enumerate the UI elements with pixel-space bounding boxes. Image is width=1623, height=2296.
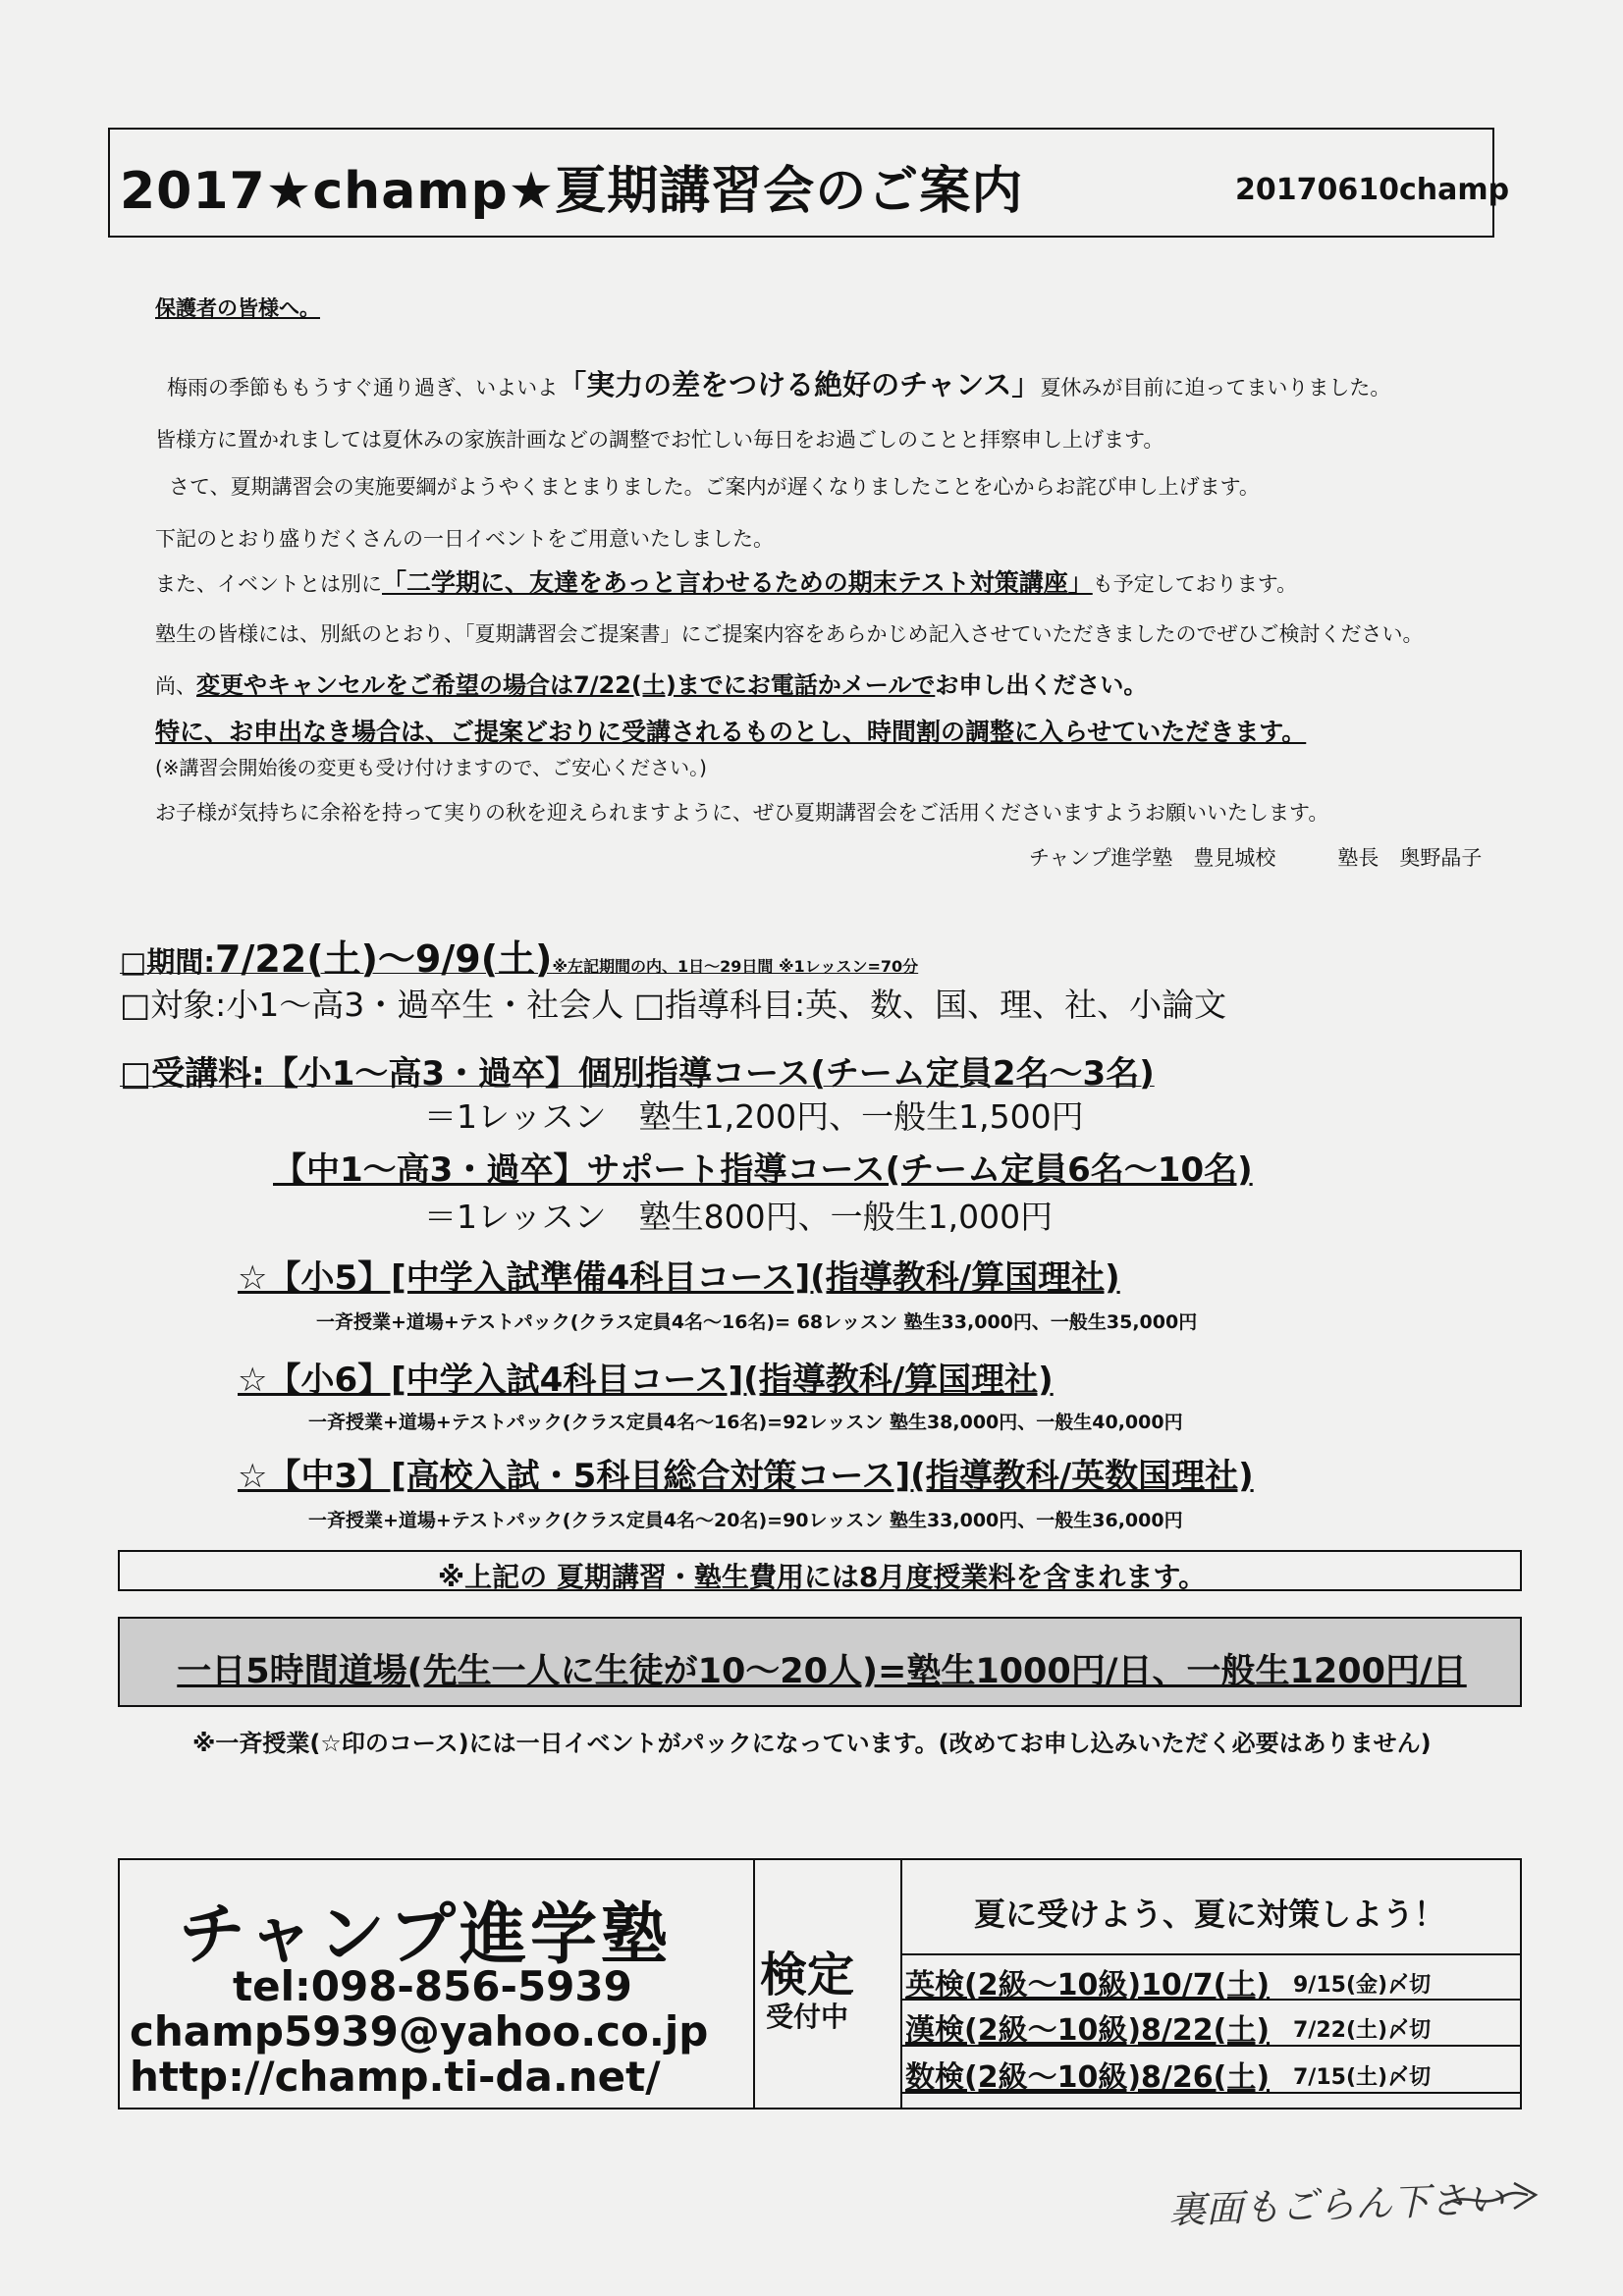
course-jh3: ☆【中3】[高校入試・5科目総合対策コース](指導教科/英数国理社) (238, 1457, 1254, 1496)
paragraph-8: 特に、お申出なき場合は、ご提案どおりに受講されるものとし、時間割の調整に入らせていただきます。 (155, 718, 1307, 746)
course-support-price: ＝1レッスン 塾生800円、一般生1,000円 (424, 1198, 1054, 1236)
dojo-box (118, 1617, 1522, 1707)
kentei-status: 受付中 (765, 2001, 848, 2033)
course-grade5-pack: 一斉授業+道場+テストパック(クラス定員4名～16名)= 68レッスン 塾生33,000円、一般生35,000円 (316, 1311, 1198, 1333)
paragraph-9: (※講習会開始後の変更も受け付けますので、ご安心ください。) (155, 756, 707, 779)
fee-note-box (118, 1550, 1522, 1591)
target-row: □対象:小1～高3・過卒生・社会人 □指導科目:英、数、国、理、社、小論文 (120, 986, 1227, 1024)
exam-kanken-deadline: 7/22(土)〆切 (1293, 2018, 1432, 2043)
exam-suken-deadline: 7/15(土)〆切 (1293, 2065, 1432, 2090)
paragraph-1: 梅雨の季節ももうすぐ通り過ぎ、いよいよ「実力の差をつける絶好のチャンス」夏休みが目前に迫ってまいりました。 (167, 368, 1391, 401)
website-link[interactable]: http://champ.ti-da.net/ (130, 2053, 661, 2101)
exam-eiken-deadline: 9/15(金)〆切 (1293, 1973, 1432, 1998)
paragraph-7: 尚、変更やキャンセルをご希望の場合は7/22(土)までにお電話かメールでお申し出ください。 (155, 671, 1148, 699)
course-individual: 【小1～高3・過卒】個別指導コース(チーム定員2名～3名) (264, 1054, 1155, 1094)
course-grade5: ☆【小5】[中学入試準備4科目コース](指導教科/算国理社) (238, 1258, 1120, 1298)
course-grade6-pack: 一斉授業+道場+テストパック(クラス定員4名～16名)=92レッスン 塾生38,000円、一般生40,000円 (308, 1412, 1183, 1433)
pack-note: ※一斉授業(☆印のコース)には一日イベントがパックになっています。(改めてお申し込みいただく必要はありません) (192, 1730, 1432, 1757)
paragraph-4: 下記のとおり盛りだくさんの一日イベントをご用意いたしました。 (155, 527, 774, 551)
handwritten-note: 裏面もごらん下さい (1167, 2177, 1505, 2232)
fee-note: ※上記の 夏期講習・塾生費用には8月度授業料を含まれます。 (437, 1561, 1207, 1593)
exam-eiken: 英検(2級～10級)10/7(土) (905, 1968, 1271, 2002)
kentei-label: 検定 (759, 1948, 854, 2002)
exam-suken: 数検(2級～10級)8/26(土) (905, 2060, 1271, 2095)
course-support: 【中1～高3・過卒】サポート指導コース(チーム定員6名～10名) (273, 1150, 1253, 1190)
arrow-right-icon (1443, 2171, 1542, 2220)
signature: チャンプ進学塾 豊見城校 塾長 奥野晶子 (1029, 846, 1483, 870)
paragraph-3: さて、夏期講習会の実施要綱がようやくまとまりました。ご案内が遅くなりましたことを心からお詫び申し上げます。 (169, 475, 1260, 499)
paragraph-10: お子様が気持ちに余裕を持って実りの秋を迎えられますように、ぜひ夏期講習会をご活用くださいますようお願いいたします。 (155, 801, 1329, 825)
exam-kanken: 漢検(2級～10級)8/22(土) (905, 2013, 1271, 2048)
highlight-chance: 「実力の差をつける絶好のチャンス」 (558, 368, 1041, 401)
tel-link[interactable]: tel:098-856-5939 (233, 1962, 632, 2010)
divider (900, 1953, 1520, 1955)
slogan: 夏に受けよう、夏に対策しよう！ (973, 1896, 1445, 1933)
paragraph-2: 皆様方に置かれましては夏休みの家族計画などの調整でお忙しい毎日をお過ごしのことと拝察申し上げます。 (155, 428, 1164, 452)
footer-box (118, 1858, 1522, 2109)
dojo-text: 一日5時間道場(先生一人に生徒が10～20人)=塾生1000円/日、一般生1200円/日 (177, 1652, 1467, 1691)
course-jh3-pack: 一斉授業+道場+テストパック(クラス定員4名～20名)=90レッスン 塾生33,000円、一般生36,000円 (308, 1510, 1183, 1531)
email-link[interactable]: champ5939@yahoo.co.jp (130, 2007, 709, 2056)
course-grade6: ☆【小6】[中学入試4科目コース](指導教科/算国理社) (238, 1361, 1054, 1400)
paragraph-6: 塾生の皆様には、別紙のとおり、「夏期講習会ご提案書」にご提案内容をあらかじめ記入させていただきましたのでぜひご検討ください。 (155, 622, 1424, 646)
salutation: 保護者の皆様へ。 (155, 296, 320, 320)
document-code: 20170610champ (1235, 173, 1510, 207)
document-title: 2017★champ★夏期講習会のご案内 (120, 162, 1024, 221)
paragraph-5: また、イベントとは別に「二学期に、友達をあっと言わせるための期末テスト対策講座」も予定しております。 (155, 568, 1298, 597)
school-name: チャンプ進学塾 (179, 1896, 672, 1974)
fee-row: □受講料:【小1～高3・過卒】個別指導コース(チーム定員2名～3名) (120, 1054, 1155, 1094)
course-individual-price: ＝1レッスン 塾生1,200円、一般生1,500円 (424, 1097, 1084, 1136)
highlight-test-course: 「二学期に、友達をあっと言わせるための期末テスト対策講座」 (382, 568, 1093, 597)
period-row: □期間:7/22(土)～9/9(土)※左記期間の内、1日～29日間 ※1レッスン=70分 (120, 937, 919, 981)
